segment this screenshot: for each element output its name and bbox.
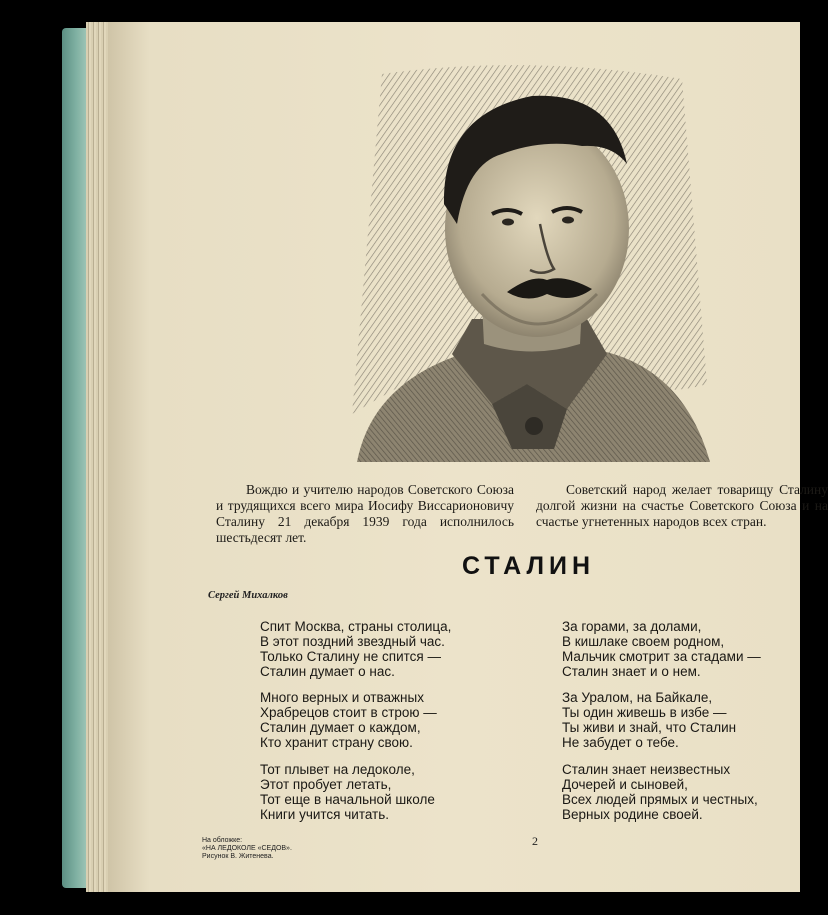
stanza-4 — [562, 619, 761, 679]
poem-line: Кто хранит страну свою. — [260, 735, 413, 750]
caption-birthday: Вождю и учителю народов Советского Союза и трудящихся всего мира Иосифу Виссарионовичу Сталину 21 декабря 1939 года исполнилось шестьдесят лет. — [216, 482, 514, 545]
poem-line: Храбрецов стоит в строю — — [260, 705, 437, 720]
page-number: 2 — [532, 834, 538, 848]
credit-line: «НА ЛЕДОКОЛЕ «СЕДОВ». — [202, 845, 292, 852]
credit-line: Рисунок В. Житенева. — [202, 853, 274, 860]
poem-line: Ты живи и знай, что Сталин — [562, 720, 737, 735]
poem-line: В этот поздний звездный час. — [260, 634, 445, 649]
stanza-3 — [260, 762, 435, 822]
poem-title: СТАЛИН — [462, 552, 596, 580]
poem-line: Книги учится читать. — [260, 807, 390, 822]
poem-line: Тот еще в начальной школе — [260, 792, 435, 807]
poem-line: Верных родине своей. — [562, 807, 703, 822]
poem-line: Мальчик смотрит за стадами — — [562, 649, 761, 664]
poem-line: Этот пробует летать, — [260, 777, 392, 792]
poem-line: В кишлаке своем родном, — [562, 634, 725, 649]
poem-line: За Уралом, на Байкале, — [562, 690, 713, 705]
poem-line: За горами, за долами, — [562, 619, 702, 634]
book-page — [108, 22, 828, 892]
caption-wishes: Советский народ желает товарищу Сталину долгой жизни на счастье Советского Союза и на счастье угнетенных народов всех стран. — [536, 482, 828, 529]
stanza-6 — [562, 762, 758, 822]
poem-line: Дочерей и сыновей, — [562, 777, 688, 792]
stanza-1 — [260, 619, 451, 679]
poem-line: Сталин думает о нас. — [260, 664, 395, 679]
cover-credit — [202, 837, 292, 861]
poem-line: Спит Москва, страны столица, — [260, 619, 452, 634]
poem-line: Сталин знает и о нем. — [562, 664, 701, 679]
poem-line: Всех людей прямых и честных, — [562, 792, 758, 807]
poem-line: Сталин знает неизвестных — [562, 762, 731, 777]
poem-line: Сталин думает о каждом, — [260, 720, 421, 735]
open-book — [62, 22, 828, 892]
credit-line: На обложке: — [202, 837, 243, 844]
poem-line: Не забудет о тебе. — [562, 735, 679, 750]
poem-line: Много верных и отважных — [260, 690, 424, 705]
poem-line: Ты один живешь в избе — — [562, 705, 727, 720]
poem-line: Тот плывет на ледоколе, — [260, 762, 415, 777]
poem-line: Только Сталину не спится — — [260, 649, 441, 664]
stanza-2 — [260, 690, 437, 750]
poem-author: Сергей Михалков — [208, 590, 288, 601]
stanza-5 — [562, 690, 736, 750]
portrait-drawing — [342, 54, 712, 462]
